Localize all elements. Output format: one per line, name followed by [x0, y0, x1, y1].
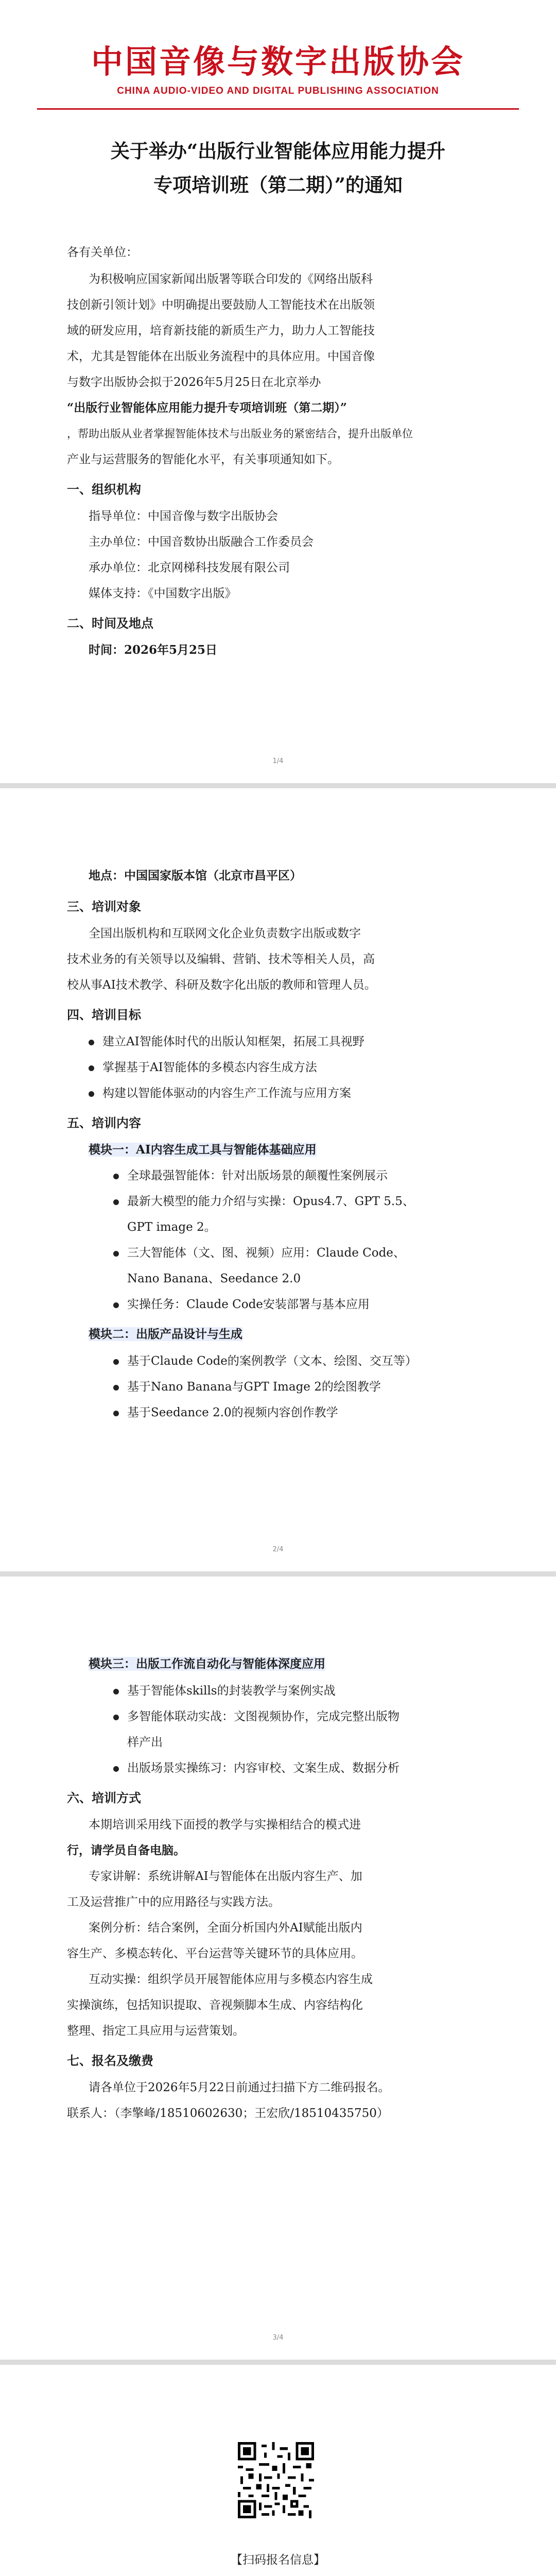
module-item: 基于Claude Code的案例教学（文本、绘图、交互等）: [113, 1351, 541, 1371]
page-1: [0, 0, 556, 783]
section-heading-audience: 三、培训对象: [67, 899, 141, 914]
section-heading-signup: 七、报名及缴费: [67, 2053, 153, 2068]
module-item: 最新大模型的能力介绍与实操：Opus4.7、GPT 5.5、: [113, 1191, 541, 1212]
method-line: 本期培训采用线下面授的教学与实操相结合的模式进: [89, 1818, 361, 1832]
bullet-icon: [113, 1411, 119, 1416]
bullet-icon: [113, 1174, 119, 1179]
goal-item: 建立AI智能体时代的出版认知框架，拓展工具视野: [89, 1031, 516, 1052]
bullet-icon: [113, 1302, 119, 1308]
section-heading-time-place: 二、时间及地点: [67, 616, 153, 631]
qr-caption: 【扫码报名信息】: [231, 2553, 325, 2567]
section-heading-goals: 四、培训目标: [67, 1007, 141, 1022]
page-4: [0, 2365, 556, 2576]
intro-line: ，帮助出版从业者掌握智能体技术与出版业务的紧密结合，提升出版单位: [67, 428, 413, 440]
page-number: 3/4: [272, 2334, 284, 2342]
org-line: 主办单位：中国音数协出版融合工作委员会: [89, 535, 314, 549]
letterhead-rule: [37, 108, 519, 110]
section-heading-content: 五、培训内容: [67, 1115, 141, 1130]
module-item: 三大智能体（文、图、视频）应用：Claude Code、: [113, 1243, 541, 1263]
method-line: 容生产、多模态转化、平台运营等关键环节的具体应用。: [67, 1947, 363, 1960]
module-item-cont: GPT image 2。: [127, 1221, 216, 1234]
module-2-heading: 模块二：出版产品设计与生成: [89, 1327, 242, 1341]
bullet-icon: [113, 1385, 119, 1391]
audience-line: 技术业务的有关领导以及编辑、营销、技术等相关人员，高: [67, 953, 375, 966]
module-item: 实操任务：Claude Code安装部署与基本应用: [113, 1294, 541, 1315]
salutation: 各有关单位：: [67, 246, 138, 259]
method-line: 整理、指定工具应用与运营策划。: [67, 2024, 245, 2038]
letterhead-org-cn: 中国音像与数字出版协会: [91, 43, 465, 80]
method-line: 工及运营推广中的应用路径与实践方法。: [67, 1895, 280, 1909]
signup-qr-code[interactable]: [238, 2442, 314, 2518]
goal-item: 构建以智能体驱动的内容生产工作流与应用方案: [89, 1083, 516, 1104]
notice-title-line1: 关于举办“出版行业智能体应用能力提升: [110, 140, 446, 162]
module-item: 多智能体联动实战：文图视频协作，完成完整出版物: [113, 1706, 541, 1727]
page-number: 2/4: [272, 1546, 284, 1553]
module-3-heading: 模块三：出版工作流自动化与智能体深度应用: [89, 1657, 325, 1671]
intro-line: 产业与运营服务的智能化水平，有关事项通知如下。: [67, 453, 339, 466]
method-line: 专家讲解：系统讲解AI与智能体在出版内容生产、加: [89, 1870, 362, 1883]
org-line: 承办单位：北京网梯科技发展有限公司: [89, 561, 290, 574]
audience-line: 校从事AI技术教学、科研及数字化出版的教师和管理人员。: [67, 978, 376, 992]
module-item-cont: Nano Banana、Seedance 2.0: [127, 1272, 301, 1285]
bullet-icon: [113, 1715, 119, 1720]
signup-line: 请各单位于2026年5月22日前通过扫描下方二维码报名。: [89, 2081, 390, 2094]
section-heading-method: 六、培训方式: [67, 1790, 141, 1805]
page-3: [0, 1577, 556, 2360]
org-line: 指导单位：中国音像与数字出版协会: [89, 510, 278, 523]
org-line: 媒体支持：《中国数字出版》: [89, 587, 237, 600]
section-heading-org: 一、组织机构: [67, 482, 141, 497]
method-line: 互动实操：组织学员开展智能体应用与多模态内容生成: [89, 1973, 373, 1986]
signup-contacts: 联系人：（李擎峰/18510602630；王宏欣/18510435750）: [67, 2107, 389, 2120]
module-item: 基于智能体skills的封装教学与案例实战: [113, 1681, 541, 1701]
module-item-cont: 样产出: [127, 1736, 163, 1749]
bullet-icon: [113, 1359, 119, 1365]
page-number: 1/4: [272, 757, 284, 765]
module-item: 基于Seedance 2.0的视频内容创作教学: [113, 1402, 541, 1423]
bullet-icon: [89, 1091, 94, 1097]
bullet-icon: [113, 1689, 119, 1694]
letterhead-org-en: CHINA AUDIO-VIDEO AND DIGITAL PUBLISHING ASSOCIATION: [117, 86, 439, 96]
method-line: 实操演练，包括知识提取、音视频脚本生成、内容结构化: [67, 1998, 363, 2012]
method-line: 案例分析：结合案例，全面分析国内外AI赋能出版内: [89, 1921, 362, 1935]
event-time: 时间：2026年5月25日: [89, 643, 218, 657]
bullet-icon: [113, 1766, 119, 1772]
bullet-icon: [89, 1065, 94, 1071]
bullet-icon: [113, 1251, 119, 1257]
module-1-heading: 模块一：AI内容生成工具与智能体基础应用: [89, 1143, 317, 1157]
bullet-icon: [89, 1040, 94, 1045]
event-place: 地点：中国国家版本馆（北京市昌平区）: [89, 869, 302, 883]
goal-item: 掌握基于AI智能体的多模态内容生成方法: [89, 1057, 516, 1078]
module-item: 全球最强智能体：针对出版场景的颠覆性案例展示: [113, 1165, 541, 1186]
intro-line: 为积极响应国家新闻出版署等联合印发的《网络出版科: [89, 273, 373, 286]
module-item: 出版场景实操练习：内容审校、文案生成、数据分析: [113, 1758, 541, 1778]
intro-line: 技创新引领计划》中明确提出要鼓励人工智能技术在出版领: [67, 298, 375, 312]
module-item: 基于Nano Banana与GPT Image 2的绘图教学: [113, 1377, 541, 1397]
intro-line: 域的研发应用，培育新技能的新质生产力，助力人工智能技: [67, 324, 375, 337]
notice-title-line2: 专项培训班（第二期）”的通知: [153, 174, 403, 196]
intro-line: 与数字出版协会拟于2026年5月25日在北京举办: [67, 376, 321, 389]
audience-line: 全国出版机构和互联网文化企业负责数字出版或数字: [89, 927, 361, 940]
page-2: [0, 788, 556, 1571]
intro-line: 术，尤其是智能体在出版业务流程中的具体应用。中国音像: [67, 350, 375, 363]
method-line: 行，请学员自备电脑。: [67, 1843, 185, 1857]
intro-line-event-name: “出版行业智能体应用能力提升专项培训班（第二期）”: [67, 401, 347, 415]
bullet-icon: [113, 1199, 119, 1205]
